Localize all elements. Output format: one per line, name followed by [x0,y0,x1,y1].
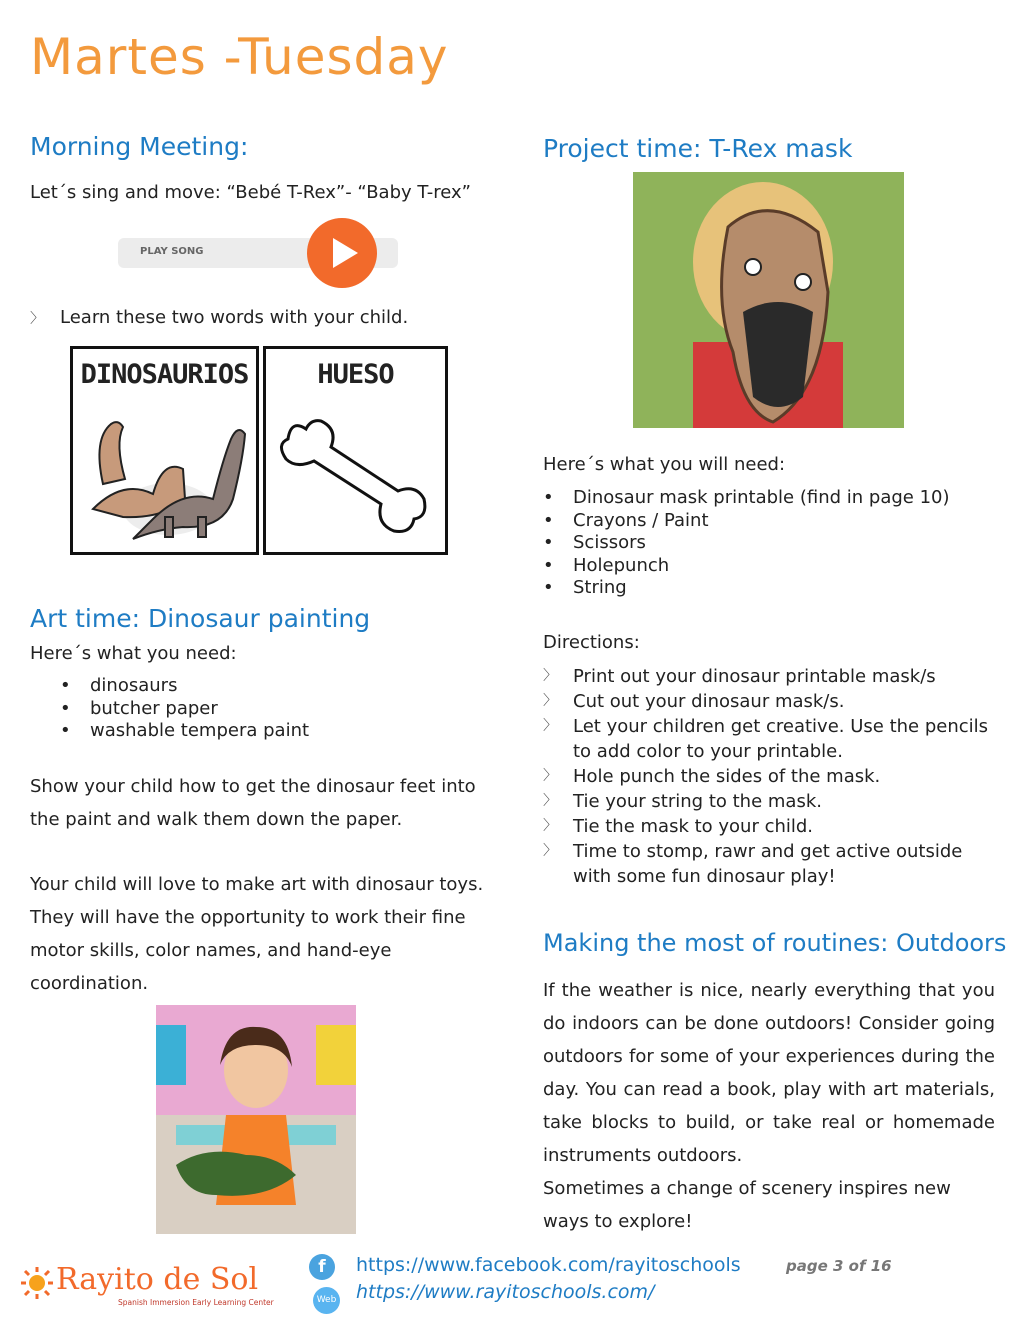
list-item: • Crayons / Paint [543,510,950,533]
website-link[interactable]: https://www.rayitoschools.com/ [356,1281,655,1303]
project-need-label: Here´s what you will need: [543,454,786,475]
list-item [543,814,993,839]
list-item [543,689,993,714]
facebook-link[interactable]: https://www.facebook.com/rayitoschools [356,1254,741,1276]
directions-label: Directions: [543,632,640,653]
logo-subtitle: Spanish Immersion Early Learning Center [118,1298,274,1307]
list-item: • butcher paper [60,698,309,721]
direction-text: Hole punch the sides of the mask. [573,766,881,787]
play-button[interactable] [307,218,377,288]
project-supplies-list [543,487,950,600]
hueso-card [263,346,448,555]
list-item [543,789,993,814]
facebook-icon[interactable]: f [309,1254,335,1280]
hueso-card-title: HUESO [317,359,394,390]
project-time-heading: Project time: T-Rex mask [543,134,853,163]
art-need-label: Here´s what you need: [30,643,237,664]
direction-text: Let your children get creative. Use the pencils to add color to your printable. [573,716,989,762]
learn-words-line [30,306,409,331]
outdoors-paragraph-1: If the weather is nice, nearly everything that you do indoors can be done outdoors! Consider going outdoors for some of your experiences during the day. You can read a book, play with art materials, take blocks to build, or take real or homemade instruments outdoors. [543,980,995,1166]
bone-illustration [266,399,445,549]
morning-meeting-heading: Morning Meeting: [30,132,249,161]
play-icon [307,218,377,288]
list-item [543,664,993,689]
outdoors-heading: Making the most of routines: Outdoors [543,929,1007,957]
arrow-bullet-icon: 〉 [543,793,557,809]
trex-mask-illustration [633,172,904,428]
dinosaur-illustration [73,399,256,549]
web-icon[interactable]: Web [313,1287,340,1314]
play-song-label[interactable]: PLAY SONG [140,246,204,257]
list-item: • Scissors [543,532,950,555]
list-item: • Holepunch [543,555,950,578]
logo-text: Rayito de Sol [56,1262,259,1297]
directions-list [543,664,993,889]
list-item [543,839,993,889]
direction-text: Print out your dinosaur printable mask/s [573,666,936,687]
rayito-logo [20,1262,280,1312]
sun-icon [20,1266,54,1300]
art-time-heading: Art time: Dinosaur painting [30,604,371,633]
dinosaurios-card [70,346,259,555]
dinosaurios-card-title: DINOSAURIOS [80,359,249,390]
trex-mask-photo [633,172,904,428]
art-supplies-list [60,675,309,743]
sing-line: Let´s sing and move: “Bebé T-Rex”- “Baby T-rex” [30,182,471,203]
list-item: • washable tempera paint [60,720,309,743]
arrow-bullet-icon: 〉 [543,693,557,709]
arrow-bullet-icon: 〉 [543,818,557,834]
direction-text: Time to stomp, rawr and get active outside with some fun dinosaur play! [573,841,963,887]
page-number: page 3 of 16 [786,1257,892,1275]
arrow-bullet-icon: 〉 [543,768,557,784]
child-painting-photo [156,1005,356,1234]
list-item [543,764,993,789]
arrow-bullet-icon: 〉 [30,311,44,327]
direction-text: Tie your string to the mask. [573,791,822,812]
arrow-bullet-icon: 〉 [543,668,557,684]
art-paragraph-1: Show your child how to get the dinosaur feet into the paint and walk them down the paper. [30,776,476,830]
learn-words-text: Learn these two words with your child. [60,307,409,328]
outdoors-paragraph-2: Sometimes a change of scenery inspires new ways to explore! [543,1178,951,1232]
art-paragraph-2: Your child will love to make art with dinosaur toys. They will have the opportunity to work their fine motor skills, color names, and hand-eye coordination. [30,874,484,994]
list-item: • dinosaurs [60,675,309,698]
list-item: • Dinosaur mask printable (find in page 10) [543,487,950,510]
list-item [543,714,993,764]
list-item: • String [543,577,950,600]
arrow-bullet-icon: 〉 [543,843,557,859]
child-photo-illustration [156,1005,356,1234]
arrow-bullet-icon: 〉 [543,718,557,734]
page-title: Martes -Tuesday [30,28,449,86]
direction-text: Cut out your dinosaur mask/s. [573,691,845,712]
direction-text: Tie the mask to your child. [573,816,814,837]
